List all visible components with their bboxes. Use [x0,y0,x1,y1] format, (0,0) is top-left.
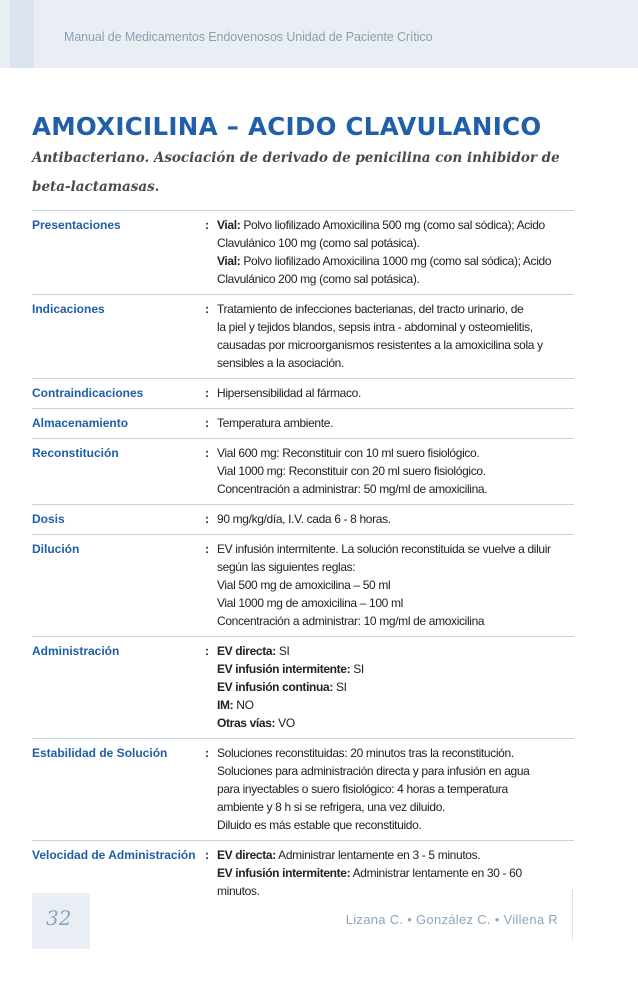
row-value [217,300,574,372]
row-dosis [32,505,574,535]
footer-authors: Lizana C. • González C. • Villena R [345,912,558,927]
row-reconstitucion [32,439,574,505]
row-colon: : [205,746,209,760]
value-bold: EV directa: [217,644,276,658]
value-line: Vial 600 mg: Reconstituir con 10 ml suero fisiológico. [217,446,480,460]
row-label: Estabilidad de Solución [32,746,168,760]
row-value [217,510,574,528]
value-text: SI [332,680,347,694]
row-almacenamiento [32,409,574,439]
row-dilucion [32,535,574,637]
value-text: Polvo liofilizado Amoxicilina 1000 mg (como sal sódica); Acido [240,254,552,268]
row-value [217,846,574,900]
drug-info-table [32,210,574,906]
value-line: Hipersensibilidad al fármaco. [217,386,361,400]
value-line [217,216,574,234]
row-label: Dilución [32,542,80,556]
value-line: Vial 500 mg de amoxicilina – 50 ml [217,578,391,592]
running-title: Manual de Medicamentos Endovenosos Unidad de Paciente Crítico [64,30,433,44]
value-text: Administrar lentamente en 3 - 5 minutos. [275,848,481,862]
value-line [217,714,574,732]
value-line [217,642,574,660]
value-bold: EV infusión intermitente: [217,662,351,676]
value-bold: EV infusión continua: [217,680,333,694]
value-line: Temperatura ambiente. [217,416,334,430]
value-bold: Vial: [217,218,241,232]
row-estabilidad [32,739,574,841]
value-line: Concentración a administrar: 50 mg/ml de amoxicilina. [217,482,488,496]
value-bold: EV directa: [217,848,276,862]
value-text: Administrar lentamente en 30 - 60 [350,866,522,880]
value-line: Vial 1000 mg de amoxicilina – 100 ml [217,596,403,610]
page-number: 32 [46,906,72,930]
row-value [217,744,574,834]
drug-subtitle: Antibacteriano. Asociación de derivado de penicilina con inhibidor de beta-lactamasas. [32,150,560,195]
value-line [217,660,574,678]
value-line [217,252,574,270]
value-line: Tratamiento de infecciones bacterianas, del tracto urinario, de [217,302,524,316]
row-label: Indicaciones [32,302,105,316]
row-value [217,414,574,432]
value-line: para inyectables o suero fisiológico: 4 horas a temperatura [217,782,508,796]
row-value [217,642,574,732]
value-line [217,678,574,696]
row-value [217,444,574,498]
row-label: Reconstitución [32,446,119,460]
value-line: Vial 1000 mg: Reconstituir con 20 ml suero fisiológico. [217,464,486,478]
value-line [217,696,574,714]
footer-divider [572,890,573,940]
row-label: Dosis [32,512,65,526]
value-line: sensibles a la asociación. [217,356,344,370]
row-label: Contraindicaciones [32,386,144,400]
row-value [217,540,574,630]
value-line: minutos. [217,884,260,898]
row-label: Presentaciones [32,218,121,232]
value-line [217,846,574,864]
value-line: 90 mg/kg/día, I.V. cada 6 - 8 horas. [217,512,391,526]
row-colon: : [205,512,209,526]
value-line: EV infusión intermitente. La solución reconstituida se vuelve a diluir [217,542,551,556]
value-text: NO [233,698,254,712]
row-colon: : [205,542,209,556]
value-bold: Vial: [217,254,241,268]
drug-title: AMOXICILINA – ACIDO CLAVULANICO [32,112,542,141]
value-line: Concentración a administrar: 10 mg/ml de amoxicilina [217,614,485,628]
row-presentaciones [32,211,574,295]
value-line: Diluido es más estable que reconstituido. [217,818,422,832]
value-line: Clavulánico 100 mg (como sal potásica). [217,236,420,250]
value-line: según las siguientes reglas: [217,560,356,574]
header-tab [10,0,34,68]
value-line: la piel y tejidos blandos, sepsis intra - abdominal y osteomielitis, [217,320,533,334]
row-contraindicaciones [32,379,574,409]
row-value [217,216,574,288]
row-colon: : [205,218,209,232]
value-bold: EV infusión intermitente: [217,866,351,880]
row-colon: : [205,446,209,460]
row-colon: : [205,416,209,430]
value-line: Soluciones reconstituidas: 20 minutos tras la reconstitución. [217,746,514,760]
value-text: SI [275,644,290,658]
row-administracion [32,637,574,739]
value-bold: Otras vías: [217,716,276,730]
row-velocidad [32,841,574,906]
row-colon: : [205,386,209,400]
row-label: Almacenamiento [32,416,129,430]
value-text: Polvo liofilizado Amoxicilina 500 mg (como sal sódica); Acido [240,218,545,232]
row-label: Administración [32,644,120,658]
row-label: Velocidad de Administración [32,848,196,862]
row-colon: : [205,644,209,658]
value-text: VO [275,716,295,730]
value-line: ambiente y 8 h si se refrigera, una vez diluido. [217,800,445,814]
value-line: causadas por microorganismos resistentes a la amoxicilina sola y [217,338,543,352]
row-colon: : [205,302,209,316]
row-value [217,384,574,402]
value-line: Soluciones para administración directa y para infusión en agua [217,764,530,778]
row-colon: : [205,848,209,862]
value-bold: IM: [217,698,234,712]
value-line: Clavulánico 200 mg (como sal potásica). [217,272,420,286]
value-text: SI [350,662,364,676]
value-line [217,864,574,882]
row-indicaciones [32,295,574,379]
